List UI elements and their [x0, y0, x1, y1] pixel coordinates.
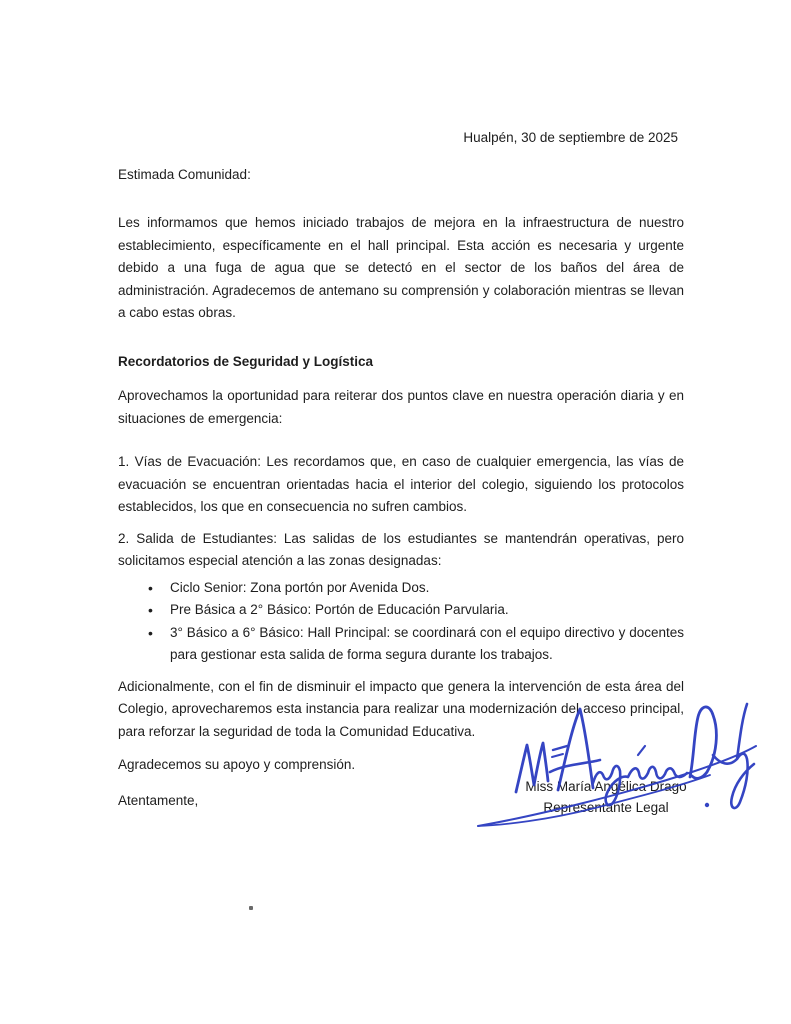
list-item: • Pre Básica a 2° Básico: Portón de Educación Parvularia. — [118, 599, 684, 622]
intro-paragraph: Les informamos que hemos iniciado trabajos de mejora en la infraestructura de nuestro establecimiento, específicamente en el hall principal. Esta acción es necesaria y urgente debido a una fuga de agua que se detectó en el sector de los baños del área de administración. Agradecemos de antemano su comprensión y colaboración mientras se llevan a cabo estas obras. — [118, 215, 684, 320]
exit-zones-list — [118, 577, 684, 667]
reminder-paragraph: Aprovechamos la oportunidad para reiterar dos puntos clave en nuestra operación diaria y en situaciones de emergencia: — [118, 388, 684, 426]
letter-body — [118, 0, 684, 812]
salutation: Estimada Comunidad: — [118, 166, 251, 182]
numbered-item-student-exit: 2. Salida de Estudiantes: Las salidas de los estudiantes se mantendrán operativas, pero solicitamos especial atención a las zonas designadas: — [118, 530, 684, 568]
additional-paragraph: Adicionalmente, con el fin de disminuir el impacto que genera la intervención de esta área del Colegio, aprovecharemos esta instancia para realizar una modernización del acceso principal, para reforzar la seguridad de toda la Comunidad Educativa. — [118, 678, 684, 739]
section-heading: Recordatorios de Seguridad y Logística — [118, 353, 374, 369]
list-item: • 3° Básico a 6° Básico: Hall Principal: se coordinará con el equipo directivo y docentes para gestionar esta salida de forma segura durante los trabajos. — [118, 622, 684, 667]
date-line: Hualpén, 30 de septiembre de 2025 — [463, 130, 678, 145]
list-item: • Ciclo Senior: Zona portón por Avenida Dos. — [118, 577, 684, 600]
valediction: Atentamente, — [118, 792, 199, 808]
signature-block — [500, 776, 712, 818]
stray-mark — [249, 906, 253, 910]
numbered-item-evacuation: 1. Vías de Evacuación: Les recordamos que, en caso de cualquier emergencia, las vías de evacuación se encuentran orientadas hacia el interior del colegio, siguiendo los protocolos establecidos, los que en consecuencia no sufren cambios. — [118, 454, 684, 514]
thanks-line: Agradecemos su apoyo y comprensión. — [118, 757, 356, 772]
signer-title: Representante Legal — [543, 800, 669, 815]
signer-name: Miss María Angélica Drago — [525, 779, 687, 794]
